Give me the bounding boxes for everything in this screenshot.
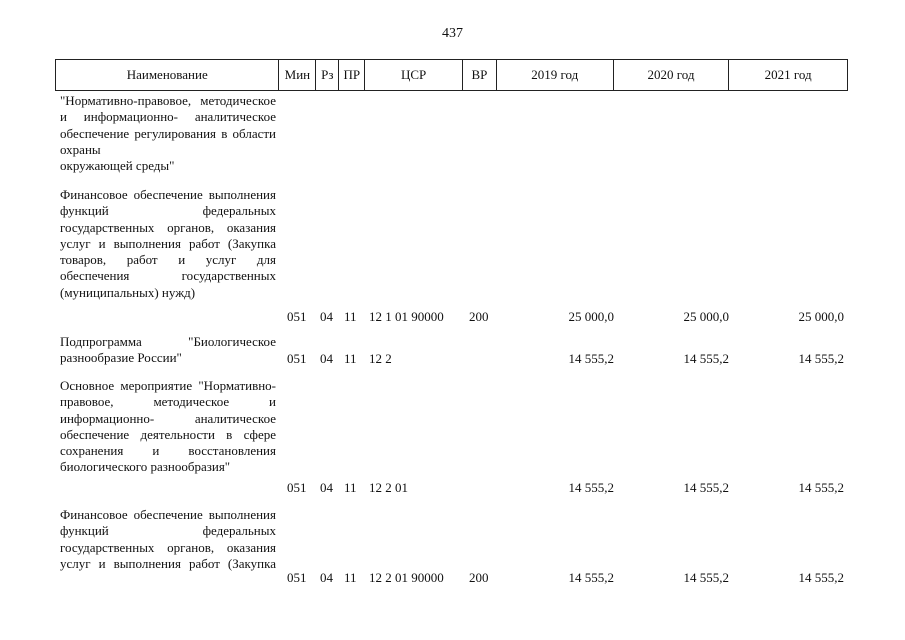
cell-pr: 11 <box>344 309 357 324</box>
cell-2021: 25 000,0 <box>798 309 844 324</box>
cell-2021: 14 555,2 <box>798 570 844 585</box>
cell-pr: 11 <box>344 570 357 585</box>
cell-csr: 12 1 01 90000 <box>369 309 444 324</box>
table-row <box>0 507 905 593</box>
cell-rz: 04 <box>320 570 333 585</box>
cell-pr: 11 <box>344 351 357 366</box>
row-name: Финансовое обеспечение выполнения функций федеральных государственных органов, оказания услуг и выполнения работ (Закупка <box>60 507 277 571</box>
cell-2021: 14 555,2 <box>798 480 844 495</box>
header-2019: 2019 год <box>497 60 614 90</box>
cell-2019: 14 555,2 <box>568 351 614 366</box>
header-2021: 2021 год <box>764 67 812 82</box>
cell-2021: 14 555,2 <box>798 351 844 366</box>
table-row <box>0 378 905 498</box>
table-row <box>0 187 905 327</box>
cell-min: 051 <box>287 351 307 366</box>
cell-csr: 12 2 <box>369 351 392 366</box>
header-2020: 2020 год <box>614 60 730 90</box>
cell-2019: 14 555,2 <box>568 570 614 585</box>
table-row <box>0 93 905 183</box>
header-rz: Рз <box>316 60 339 90</box>
cell-2020: 14 555,2 <box>683 570 729 585</box>
cell-csr: 12 2 01 90000 <box>369 570 444 585</box>
header-name: Наименование <box>56 60 279 90</box>
cell-2019: 14 555,2 <box>568 480 614 495</box>
cell-rz: 04 <box>320 480 333 495</box>
cell-2020: 25 000,0 <box>683 309 729 324</box>
cell-2019: 25 000,0 <box>568 309 614 324</box>
cell-min: 051 <box>287 309 307 324</box>
row-name: Основное мероприятие "Нормативно-правовое, методическое и информационно- аналитическое обеспечение деятельности в сфере сохранения и восстановления биологического разнообразия" <box>60 378 277 475</box>
cell-rz: 04 <box>320 309 333 324</box>
row-name: Подпрограмма "Биологическое разнообразие России" <box>60 334 276 366</box>
header-min: Мин <box>279 60 316 90</box>
table-header <box>55 59 848 91</box>
cell-min: 051 <box>287 570 307 585</box>
header-vr: ВР <box>463 60 497 90</box>
cell-csr: 12 2 01 <box>369 480 408 495</box>
cell-rz: 04 <box>320 351 333 366</box>
cell-vr: 200 <box>469 570 489 585</box>
cell-vr: 200 <box>469 309 489 324</box>
cell-2020: 14 555,2 <box>683 351 729 366</box>
table-row <box>0 334 905 370</box>
row-name: Финансовое обеспечение выполнения функций федеральных государственных органов, оказания услуг и выполнения работ (Закупка товаров, работ и услуг для обеспечения государственных (муниципальных) нужд) <box>60 187 277 300</box>
page-number: 437 <box>442 26 463 41</box>
header-csr: ЦСР <box>365 60 463 90</box>
cell-2020: 14 555,2 <box>683 480 729 495</box>
cell-min: 051 <box>287 480 307 495</box>
header-pr: ПР <box>339 60 365 90</box>
cell-pr: 11 <box>344 480 357 495</box>
row-name: "Нормативно-правовое, методическое и информационно- аналитическое обеспечение регулирования в области охраны окружающей среды" <box>60 93 277 174</box>
